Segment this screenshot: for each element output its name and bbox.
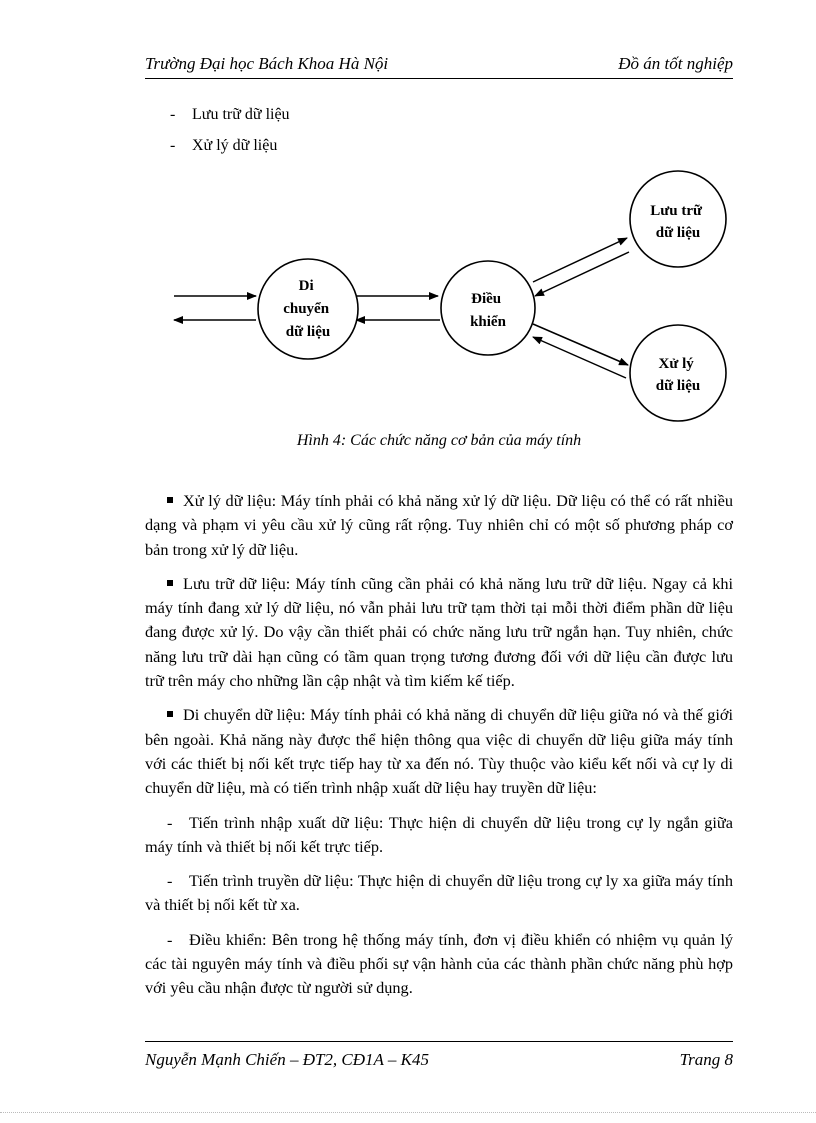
square-bullet-icon [167, 580, 173, 586]
paragraph [145, 811, 733, 860]
node-move-label: Di [298, 278, 314, 294]
control-to-process-arrow [533, 324, 628, 365]
figure-caption: Hình 4: Các chức năng cơ bản của máy tính [296, 432, 582, 449]
paragraph-text: Lưu trữ dữ liệu: Máy tính cũng cần phải có khả năng lưu trữ dữ liệu. Ngay cả khi máy tính đang xử lý dữ liệu, nó vẫn phải lưu trữ tạm thời tại mỗi thời điểm phần dữ liệu đang được xử lý. Do vậy cần thiết phải có chức năng lưu trữ ngắn hạn. Tuy nhiên, chức năng lưu trữ dài hạn cũng có tầm quan trọng tương đương đối với dữ liệu cần được lưu trữ trên máy cho những lần cập nhật và tìm kiếm kế tiếp. [145, 573, 733, 691]
footer-author: Nguyễn Mạnh Chiến – ĐT2, CĐ1A – K45 [145, 1050, 429, 1069]
paragraph-text: Điều khiển: Bên trong hệ thống máy tính, đơn vị điều khiển có nhiệm vụ quản lý các tài nguyên máy tính và điều phối sự vận hành của các thành phần chức năng phù hợp với yêu cầu nhận được từ người sử dụng. [145, 929, 733, 998]
node-control-label: khiển [470, 314, 506, 330]
list-item [170, 135, 290, 166]
paragraph [145, 703, 733, 800]
page-footer [145, 1041, 733, 1076]
dash-bullet-icon: - [167, 812, 173, 832]
node-store-label: dữ liệu [655, 225, 701, 241]
page-bottom-divider [0, 1112, 816, 1113]
paragraph-text: Di chuyển dữ liệu: Máy tính phải có khả năng di chuyển dữ liệu giữa nó và thế giới bên ngoài. Khả năng này được thể hiện thông qua việc di chuyển dữ liệu giữa máy tính với các thiết bị nối kết trực tiếp hay từ xa đến nó. Tùy thuộc vào kiểu kết nối và cự ly di chuyển dữ liệu, mà có tiến trình nhập xuất dữ liệu hay truyền dữ liệu: [145, 705, 733, 798]
square-bullet-icon [167, 497, 173, 503]
paragraph [145, 489, 733, 562]
node-control-label: Điều [471, 291, 502, 307]
body-text [145, 489, 733, 1011]
header-doc-type: Đồ án tốt nghiệp [618, 54, 733, 73]
node-store-label: Lưu trữ [650, 203, 703, 219]
list-marker: - [170, 137, 176, 154]
paragraph [145, 572, 733, 693]
paragraph [145, 869, 733, 918]
node-process-data [630, 325, 726, 421]
node-process-label: Xử lý [658, 356, 694, 372]
node-control [441, 261, 535, 355]
paragraph [145, 928, 733, 1001]
square-bullet-icon [167, 711, 173, 717]
functions-diagram [160, 165, 740, 427]
node-move-label: dữ liệu [285, 324, 331, 340]
page-header [145, 50, 733, 79]
list-marker: - [170, 106, 176, 123]
node-process-label: dữ liệu [655, 378, 701, 394]
header-school: Trường Đại học Bách Khoa Hà Nội [145, 54, 389, 73]
function-list [170, 104, 290, 166]
list-item [170, 104, 290, 135]
node-move-label: chuyển [283, 301, 330, 317]
dash-bullet-icon: - [167, 871, 173, 891]
page-number: Trang 8 [679, 1050, 733, 1069]
node-store-data [630, 171, 726, 267]
paragraph-text: Tiến trình truyền dữ liệu: Thực hiện di chuyển dữ liệu trong cự ly xa giữa máy tính và thiết bị nối kết từ xa. [145, 871, 733, 915]
paragraph-text: Xử lý dữ liệu: Máy tính phải có khả năng xử lý dữ liệu. Dữ liệu có thể có rất nhiều dạng và phạm vi yêu cầu xử lý cũng rất rộng. Tuy nhiên chỉ có một số phương pháp cơ bản trong xử lý dữ liệu. [145, 491, 733, 559]
list-item-text: Xử lý dữ liệu [192, 137, 278, 154]
dash-bullet-icon: - [167, 929, 173, 949]
paragraph-text: Tiến trình nhập xuất dữ liệu: Thực hiện di chuyển dữ liệu trong cự ly ngắn giữa máy tính và thiết bị nối kết trực tiếp. [145, 812, 733, 856]
list-item-text: Lưu trữ dữ liệu [192, 106, 290, 123]
